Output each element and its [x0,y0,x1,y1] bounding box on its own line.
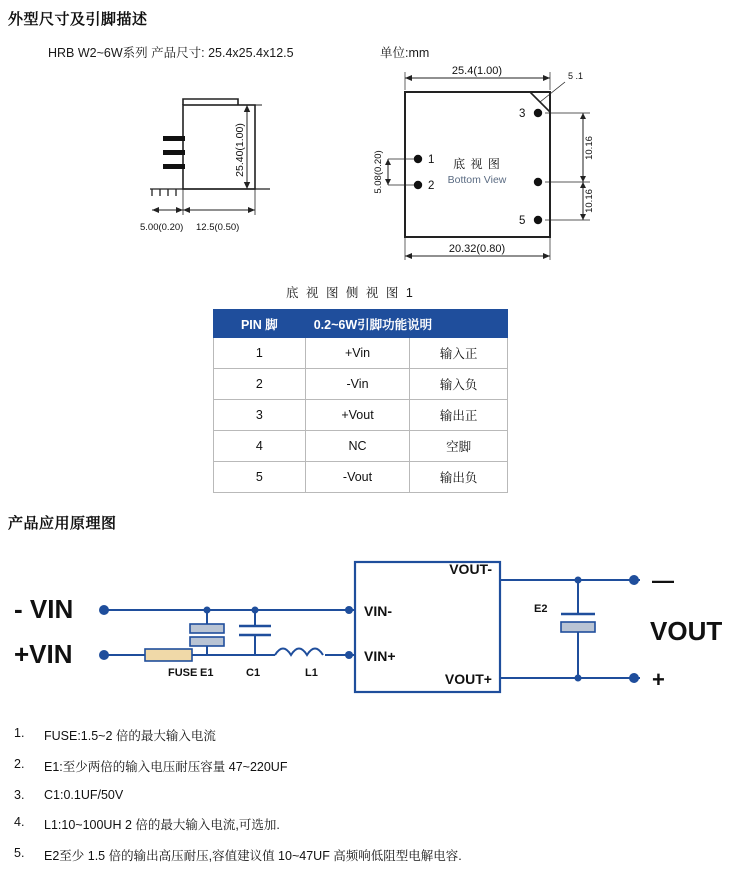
schematic-svg [0,548,750,718]
note-number: 4. [14,815,25,829]
module-pin-vout-pos: VOUT+ [444,671,492,687]
pin-number-5: 5 [519,215,526,227]
note-number: 2. [14,757,25,771]
label-vin-negative: - VIN [14,594,74,624]
bottom-view-label-cn: 底 视 图 [453,157,501,171]
cell-signal: -Vout [305,462,410,493]
cell-pin: 3 [214,400,306,431]
cell-pin: 2 [214,369,306,400]
pin-pitch-label: 5.08(0.20) [373,150,384,194]
cell-signal: +Vin [305,338,410,369]
cell-desc: 输出正 [410,400,508,431]
pin-number-1: 1 [428,154,435,166]
cell-desc: 输入负 [410,369,508,400]
drawing-caption: 底 视 图 侧 视 图 1 [286,286,415,300]
side-base-label: 5.00(0.20) [140,222,184,233]
table-header-row [214,310,508,338]
table-row [214,338,508,369]
note-text: E2至少 1.5 倍的输出高压耐压,容值建议值 10~47UF 高频响低阻型电解电容. [44,849,462,863]
module-pin-vin-pos: VIN+ [364,648,396,664]
note-text: L1:10~100UH 2 倍的最大输入电流,可选加. [44,818,280,832]
note-text: C1:0.1UF/50V [44,788,124,802]
label-e1: E1 [200,667,214,679]
note-number: 5. [14,846,25,860]
cell-signal: +Vout [305,400,410,431]
section-title-dimensions: 外型尺寸及引脚描述 [8,11,148,28]
label-c1: C1 [246,667,261,679]
cell-pin: 1 [214,338,306,369]
note-item [8,815,748,833]
note-number: 1. [14,726,25,740]
cell-signal: -Vin [305,369,410,400]
table-row [214,431,508,462]
module-pin-vin-neg: VIN- [364,603,392,619]
cell-desc: 输入正 [410,338,508,369]
note-text: FUSE:1.5~2 倍的最大输入电流 [44,729,216,743]
cell-pin: 5 [214,462,306,493]
label-output-negative-sign: — [652,568,674,593]
application-schematic [0,548,750,723]
side-depth-label: 12.5(0.50) [196,222,240,233]
bottom-view-label-en: Bottom View [447,174,507,186]
label-e2: E2 [534,603,548,615]
label-fuse: FUSE [168,667,198,679]
module-pin-vout-neg: VOUT- [449,561,492,577]
label-output-positive-sign: + [652,667,665,692]
note-item [8,788,748,802]
cell-desc: 空脚 [410,431,508,462]
bottom-width-top-label: 25.4(1.00) [451,65,503,77]
right-top-dim-label: 10.16 [584,136,595,160]
notes-list [8,726,748,877]
pin-function-table [213,309,508,493]
header-description: 0.2~6W引脚功能说明 [305,310,507,338]
note-item [8,757,748,775]
header-pin: PIN 脚 [214,310,306,338]
label-l1: L1 [305,667,318,679]
table-row [214,369,508,400]
note-item [8,726,748,744]
drawing-svg [0,60,750,285]
table-row [214,400,508,431]
right-bottom-dim-label: 10.16 [584,189,595,213]
note-item [8,846,748,864]
table-row [214,462,508,493]
pin-number-2: 2 [428,180,435,192]
side-height-label: 25.40(1.00) [234,123,246,177]
pin-number-3: 3 [519,108,526,120]
cell-signal: NC [305,431,410,462]
mechanical-drawings [0,60,750,290]
note-text: E1:至少两倍的输入电压耐压容量 47~220UF [44,760,288,774]
note-number: 3. [14,788,25,802]
section-title-application: 产品应用原理图 [8,515,117,532]
cell-desc: 输出负 [410,462,508,493]
label-vin-positive: +VIN [14,639,73,669]
corner-chamfer-label: 5 .1 [568,71,584,81]
unit-line: 单位:mm [380,46,430,60]
series-dimension-line: HRB W2~6W系列 产品尺寸: 25.4x25.4x12.5 [48,46,294,60]
bottom-width-label: 20.32(0.80) [448,243,506,255]
cell-pin: 4 [214,431,306,462]
label-vout: VOUT [650,616,723,646]
